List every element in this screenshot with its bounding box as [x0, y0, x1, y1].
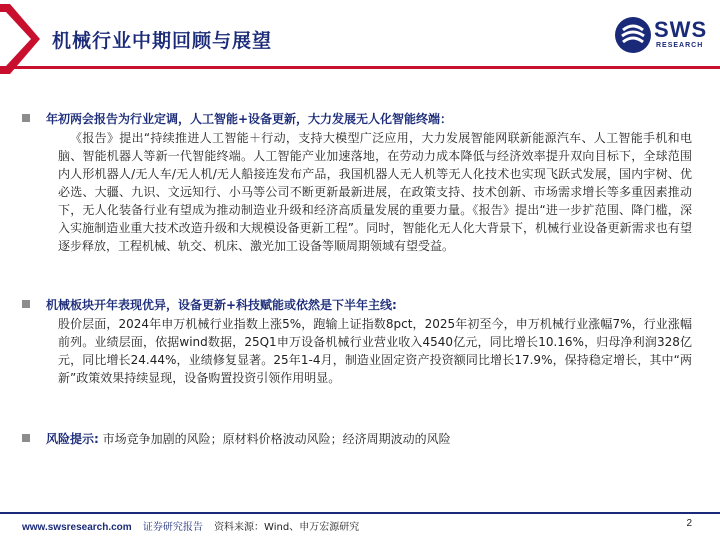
section-body: 《报告》提出“持续推进人工智能＋行动，支持大模型广泛应用，大力发展智能网联新能源汽车、人工智能手机和电脑、智能机器人等新一代智能终端。人工智能产业加速落地，在劳动力成本降低与经济效率提升双向目标下，全球范围内人形机器人/无人车/无人机/无人船接连发布产品，我国机器人无人机等无人化技术也实现飞跃式发展，国内宇树、优必选、大疆、九识、文远知行、小马等公司不断更新最新进展，在政策支持、技术创新、市场需求增长等多重因素推动下，无人化装备行业有望成为推动制造业升级和经济高质量发展的重要力量。《报告》提出“进一步扩范围、降门槛，深入实施制造业重大技术改造升级和大规模设备更新工程”。同时，智能化无人化大背景下，机械行业设备更新需求也有望逐步释放，工程机械、轨交、机床、激光加工设备等顺周期领域有望受益。 — [58, 131, 692, 253]
footer-source: 资料来源：Wind、申万宏源研究 — [214, 522, 360, 533]
section-risk — [22, 430, 692, 448]
section-market-performance — [22, 296, 692, 387]
risk-text: 市场竞争加剧的风险；原材料价格波动风险；经济周期波动的风险 — [102, 432, 451, 446]
sws-logo — [614, 16, 710, 54]
square-bullet-icon — [22, 114, 30, 122]
square-bullet-icon — [22, 434, 30, 442]
section-heading: 机械板块开年表现优异，设备更新+科技赋能或依然是下半年主线: — [46, 298, 397, 312]
chevron-decoration-icon — [0, 4, 44, 74]
page-number: 2 — [686, 518, 692, 529]
title-divider — [0, 66, 720, 69]
footer-report-label: 证券研究报告 — [142, 522, 203, 533]
footer-url-link[interactable]: www.swsresearch.com — [22, 522, 132, 533]
logo-subtext: RESEARCH — [656, 42, 704, 49]
section-body: 股价层面，2024年申万机械行业指数上涨5%，跑输上证指数8pct，2025年初至今，申万机械行业涨幅7%，行业涨幅前列。业绩层面，依据wind数据，25Q1申万设备机械行业营业收入4540亿元，同比增长10.16%，归母净利润328亿元，同比增长24.44%，业绩修复显著。25年1-4月，制造业固定资产投资额同比增长17.9%，保持稳定增长，其中“两新”政策效果持续显现，设备购置投资引领作用明显。 — [58, 317, 692, 385]
risk-line — [46, 430, 692, 448]
risk-label: 风险提示: — [46, 432, 99, 446]
header-bar — [0, 0, 720, 84]
section-heading: 年初两会报告为行业定调，人工智能+设备更新，大力发展无人化智能终端： — [46, 112, 453, 126]
square-bullet-icon — [22, 300, 30, 308]
footer — [22, 518, 359, 533]
footer-divider — [0, 512, 720, 514]
page-title: 机械行业中期回顾与展望 — [52, 30, 273, 52]
logo-text: SWS — [654, 17, 708, 42]
sws-logo-icon — [614, 16, 652, 54]
section-two-sessions — [22, 110, 692, 255]
